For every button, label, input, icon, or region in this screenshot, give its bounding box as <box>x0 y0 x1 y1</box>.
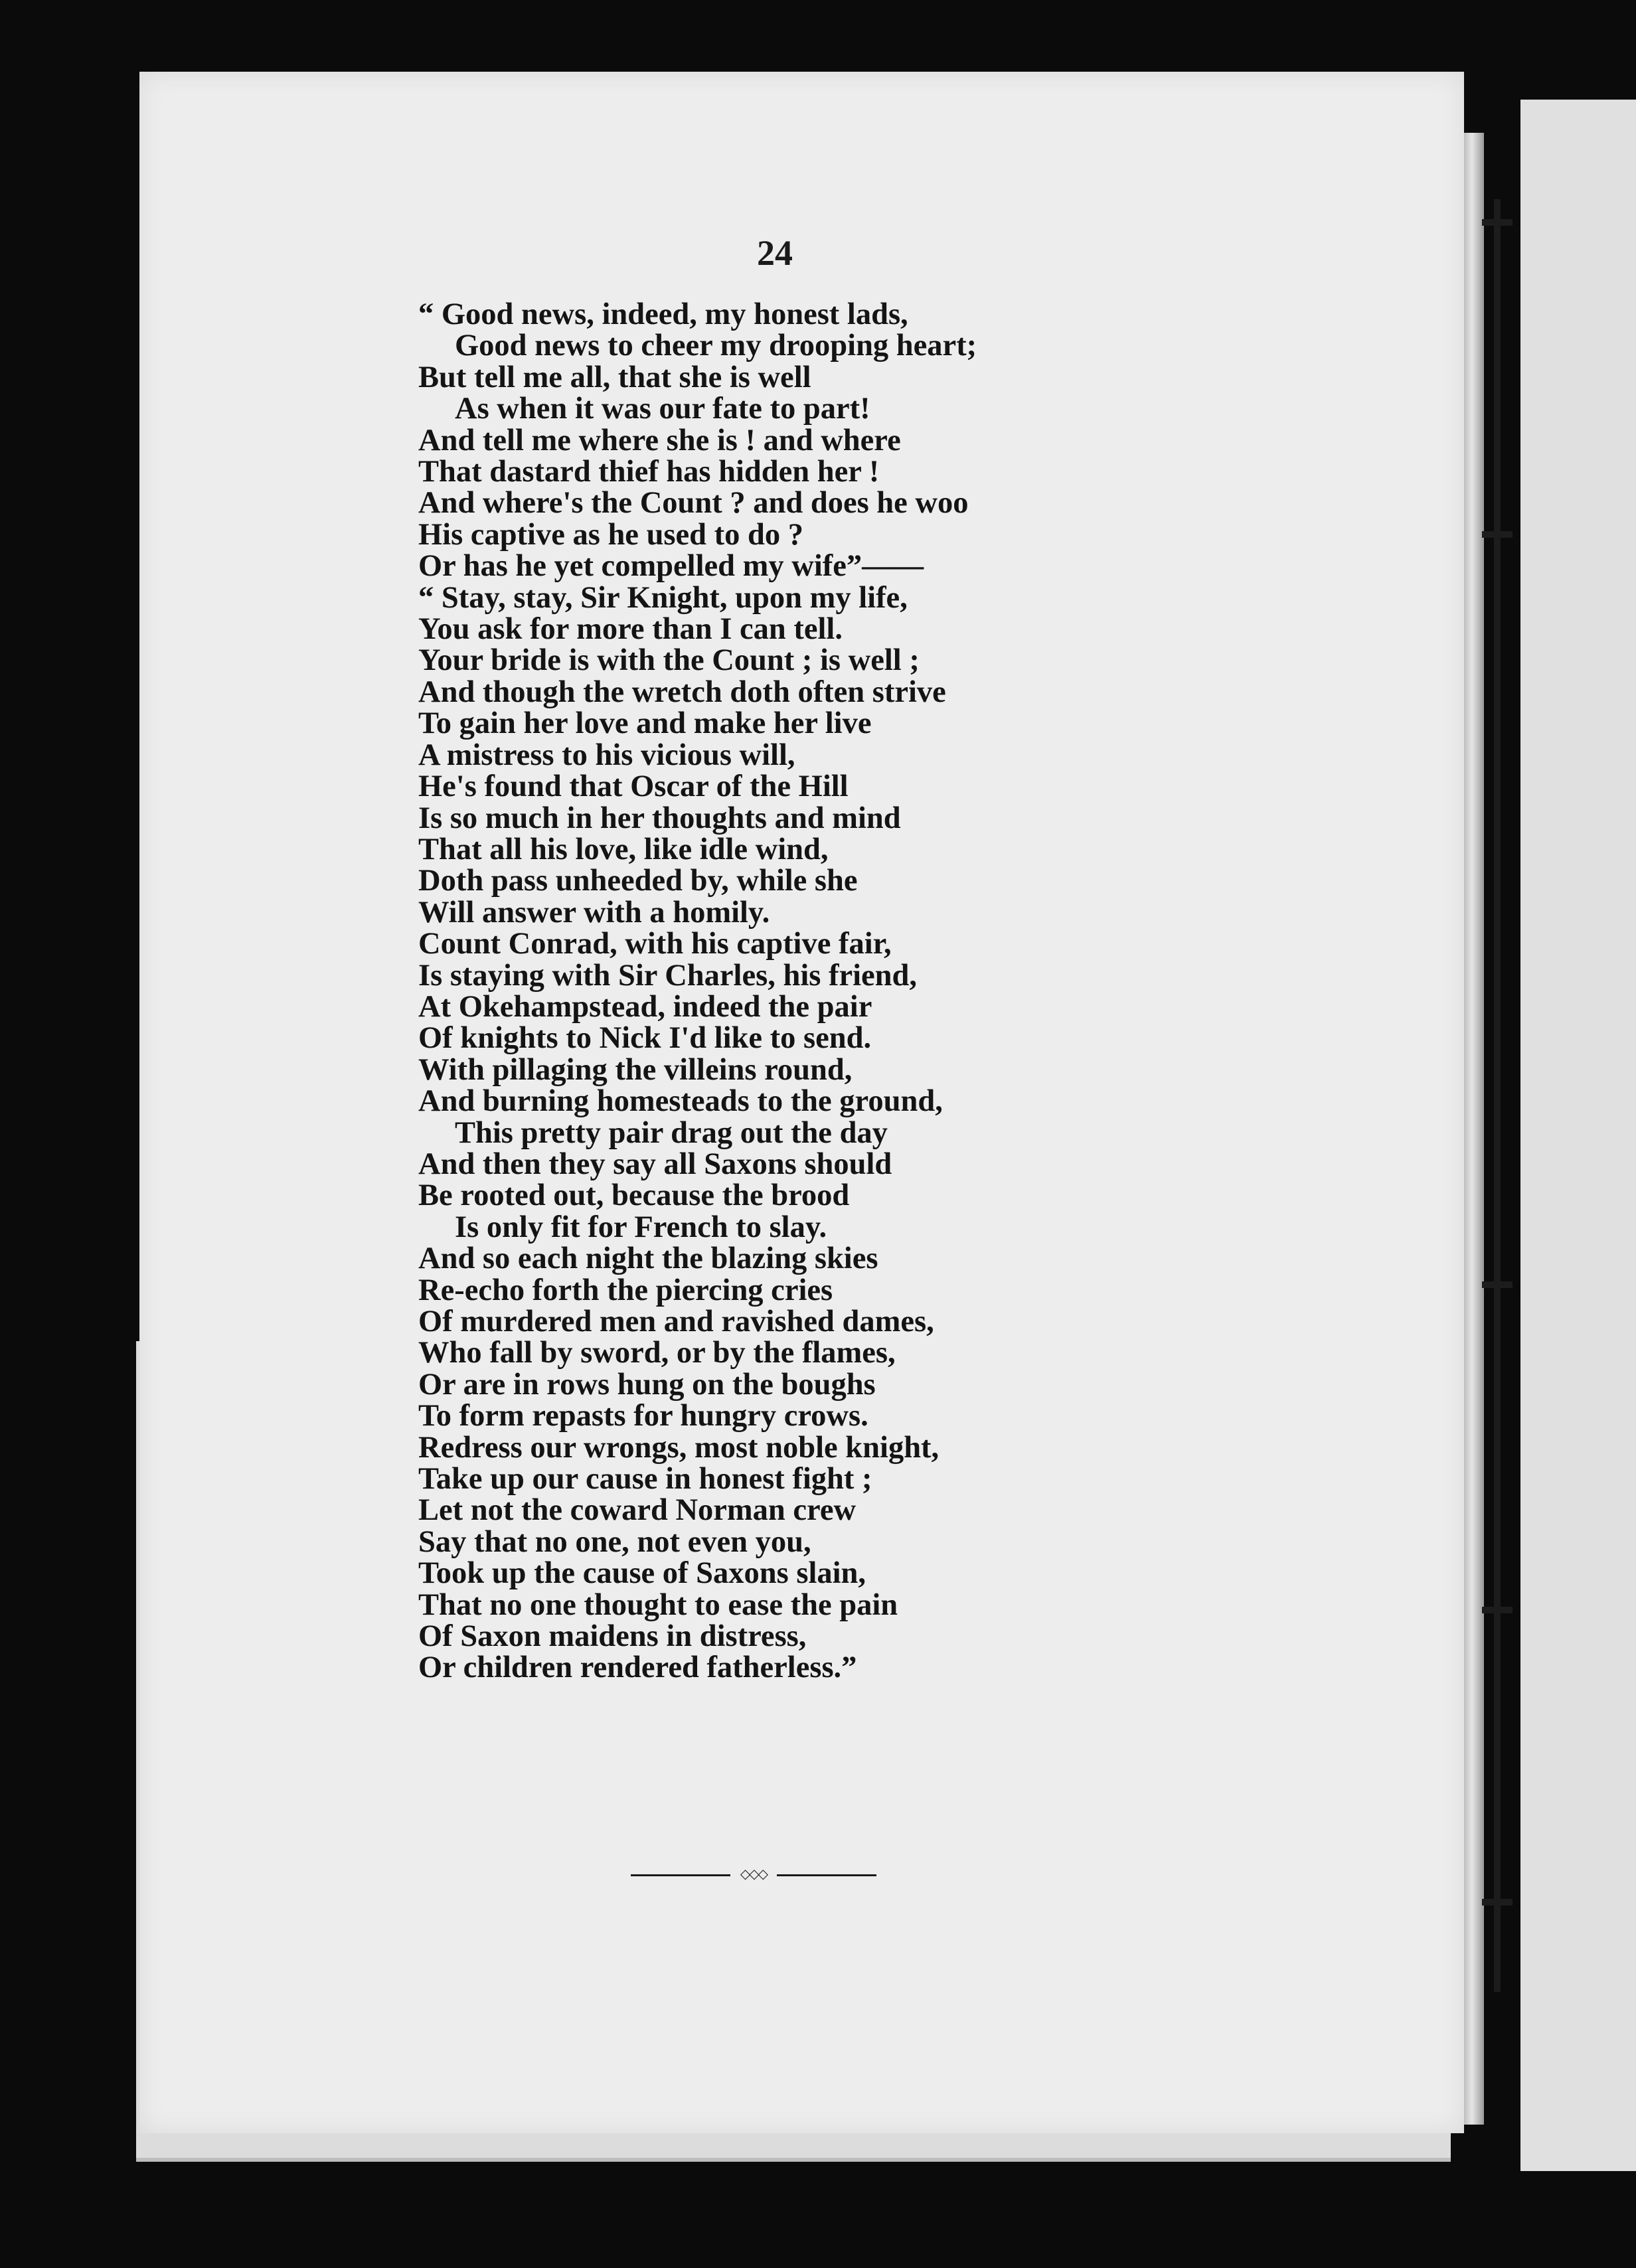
verse-line: You ask for more than I can tell. <box>418 612 843 647</box>
verse-line: Count Conrad, with his captive fair, <box>418 927 892 961</box>
verse-line: Will answer with a homily. <box>418 895 770 930</box>
spine-edge <box>1464 133 1484 2125</box>
ornament-rule-left <box>631 1874 730 1876</box>
poem-text <box>418 299 1182 1684</box>
verse-line: Took up the cause of Saxons slain, <box>418 1556 866 1591</box>
binding-stitch <box>1482 1281 1513 1288</box>
verse-line: And so each night the blazing skies <box>418 1242 878 1276</box>
ornament-knot: ◇◇◇ <box>740 1867 768 1882</box>
verse-line: At Okehampstead, indeed the pair <box>418 989 872 1024</box>
verse-line: Let not the coward Norman crew <box>418 1493 857 1528</box>
verse-line: Or has he yet compelled my wife”—— <box>418 549 924 584</box>
verse-line: Redress our wrongs, most noble knight, <box>418 1430 940 1465</box>
binding-thread <box>1494 199 1501 1992</box>
verse-line: A mistress to his vicious will, <box>418 738 795 772</box>
binding-stitch <box>1482 1607 1513 1613</box>
page-number: 24 <box>757 233 793 273</box>
verse-line: That dastard thief has hidden her ! <box>418 455 880 489</box>
verse-line: Of murdered men and ravished dames, <box>418 1305 934 1338</box>
book-spine <box>1464 66 1557 2164</box>
verse-line: Re-echo forth the piercing cries <box>418 1273 833 1307</box>
ornament-rule-right <box>777 1874 876 1876</box>
verse-line: He's found that Oscar of the Hill <box>418 770 849 804</box>
verse-line: Of Saxon maidens in distress, <box>418 1619 807 1654</box>
verse-line: As when it was our fate to part! <box>455 392 870 426</box>
verse-line: Be rooted out, because the brood <box>418 1178 850 1213</box>
verse-line: This pretty pair drag out the day <box>455 1115 888 1150</box>
binding-stitch <box>1482 1899 1513 1905</box>
bleed-through-text <box>1149 384 1461 2163</box>
verse-line: Say that no one, not even you, <box>418 1524 811 1559</box>
verse-line: And though the wretch doth often strive <box>418 675 946 709</box>
verse-line: And tell me where she is ! and where <box>418 423 901 457</box>
verse-line: His captive as he used to do ? <box>418 517 804 552</box>
verse-line: With pillaging the villeins round, <box>418 1052 853 1087</box>
binding-stitch <box>1482 531 1513 538</box>
verse-line: Of knights to Nick I'd like to send. <box>418 1021 872 1056</box>
verse-line: Who fall by sword, or by the flames, <box>418 1336 896 1370</box>
verse-line: Or are in rows hung on the boughs <box>418 1367 876 1402</box>
verse-line: “ Stay, stay, Sir Knight, upon my life, <box>418 580 908 615</box>
verse-line: And where's the Count ? and does he woo <box>418 486 969 521</box>
verse-line: Or children rendered fatherless.” <box>418 1651 857 1685</box>
verse-line: That no one thought to ease the pain <box>418 1587 898 1622</box>
section-ornament <box>631 1867 876 1882</box>
verse-line: To form repasts for hungry crows. <box>418 1399 868 1433</box>
binding-stitch <box>1482 219 1513 226</box>
verse-line: To gain her love and make her live <box>418 706 872 741</box>
verse-line: Is so much in her thoughts and mind <box>418 801 901 835</box>
verse-line: And then they say all Saxons should <box>418 1147 892 1181</box>
verse-line: Is only fit for French to slay. <box>455 1210 827 1244</box>
verse-line: That all his love, like idle wind, <box>418 832 829 866</box>
verse-line: Doth pass unheeded by, while she <box>418 864 858 898</box>
verse-line: Good news to cheer my drooping heart; <box>455 329 977 363</box>
verse-line: “ Good news, indeed, my honest lads, <box>418 297 908 331</box>
verse-line: Your bride is with the Count ; is well ; <box>418 643 920 678</box>
verse-line: And burning homesteads to the ground, <box>418 1084 943 1119</box>
verse-line: But tell me all, that she is well <box>418 360 811 394</box>
verse-line: Is staying with Sir Charles, his friend, <box>418 958 917 993</box>
verse-line: Take up our cause in honest fight ; <box>418 1462 872 1497</box>
